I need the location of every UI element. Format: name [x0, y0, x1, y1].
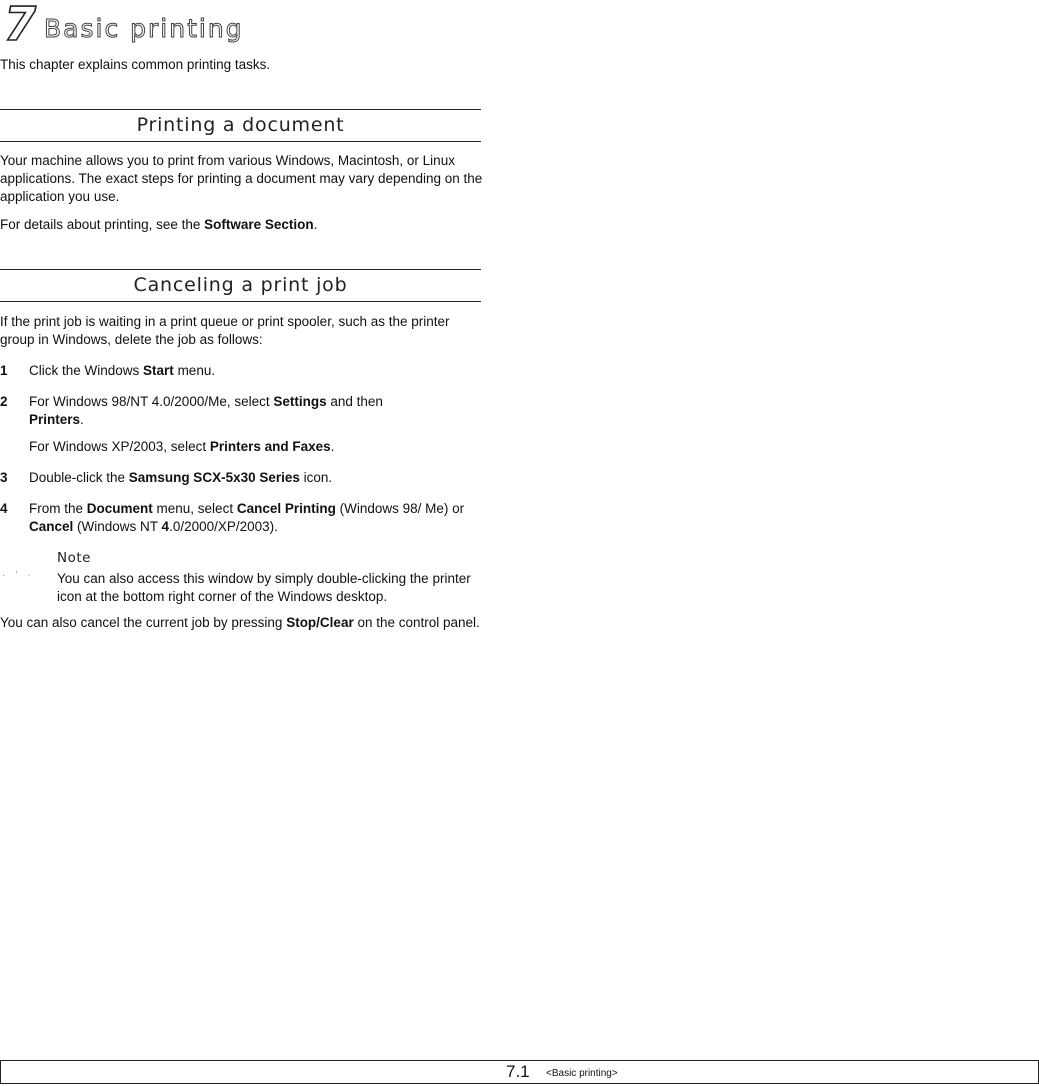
page-number: 7.1: [506, 1062, 530, 1081]
chapter-title: Basic printing: [44, 14, 244, 43]
stop-clear-button-reference: Stop/Clear: [286, 615, 354, 630]
step-number: 3: [0, 470, 8, 485]
step-2-sub: [0, 438, 485, 456]
step-2: [0, 393, 485, 429]
printing-details-paragraph: For details about printing, see the Software Section.: [0, 217, 318, 232]
section-title-canceling: Canceling a print job: [0, 269, 481, 302]
printing-paragraph: Your machine allows you to print from various Windows, Macintosh, or Linux applications. The exact steps for printing a document may vary depending on the application you use.: [0, 153, 483, 204]
note-body: You can also access this window by simply double-clicking the printer icon at the bottom right corner of the Windows desktop.: [57, 571, 471, 604]
section-title-printing: Printing a document: [0, 109, 481, 142]
step-text: Click the Windows Start menu.: [29, 363, 216, 378]
canceling-intro: If the print job is waiting in a print queue or print spooler, such as the printer group in Windows, delete the job as follows:: [0, 314, 450, 347]
step-number: 2: [0, 394, 8, 409]
step-4: [0, 500, 485, 536]
step-number: 4: [0, 501, 8, 516]
chapter-number: 7: [4, 0, 37, 51]
step-text: From the Document menu, select Cancel Printing (Windows 98/ Me) or Cancel (Windows NT 4.0/2000/XP/2003).: [29, 501, 465, 534]
software-section-reference: Software Section: [204, 217, 314, 232]
step-number: 1: [0, 363, 8, 378]
step-subtext: For Windows XP/2003, select Printers and Faxes.: [29, 439, 335, 454]
note-title: Note: [57, 550, 91, 566]
chapter-intro: This chapter explains common printing tasks.: [0, 57, 271, 72]
step-text: For Windows 98/NT 4.0/2000/Me, select Settings and then Printers.: [29, 394, 383, 427]
page-footer: [0, 1060, 1039, 1084]
footer-chapter-label: <Basic printing>: [546, 1068, 618, 1079]
chapter-heading: [4, 0, 244, 51]
step-text: Double-click the Samsung SCX-5x30 Series icon.: [29, 470, 333, 485]
step-3: [0, 469, 485, 487]
step-1: [0, 362, 485, 380]
note-icon: ·'·: [2, 570, 41, 581]
closing-paragraph: You can also cancel the current job by pressing Stop/Clear on the control panel.: [0, 615, 480, 630]
